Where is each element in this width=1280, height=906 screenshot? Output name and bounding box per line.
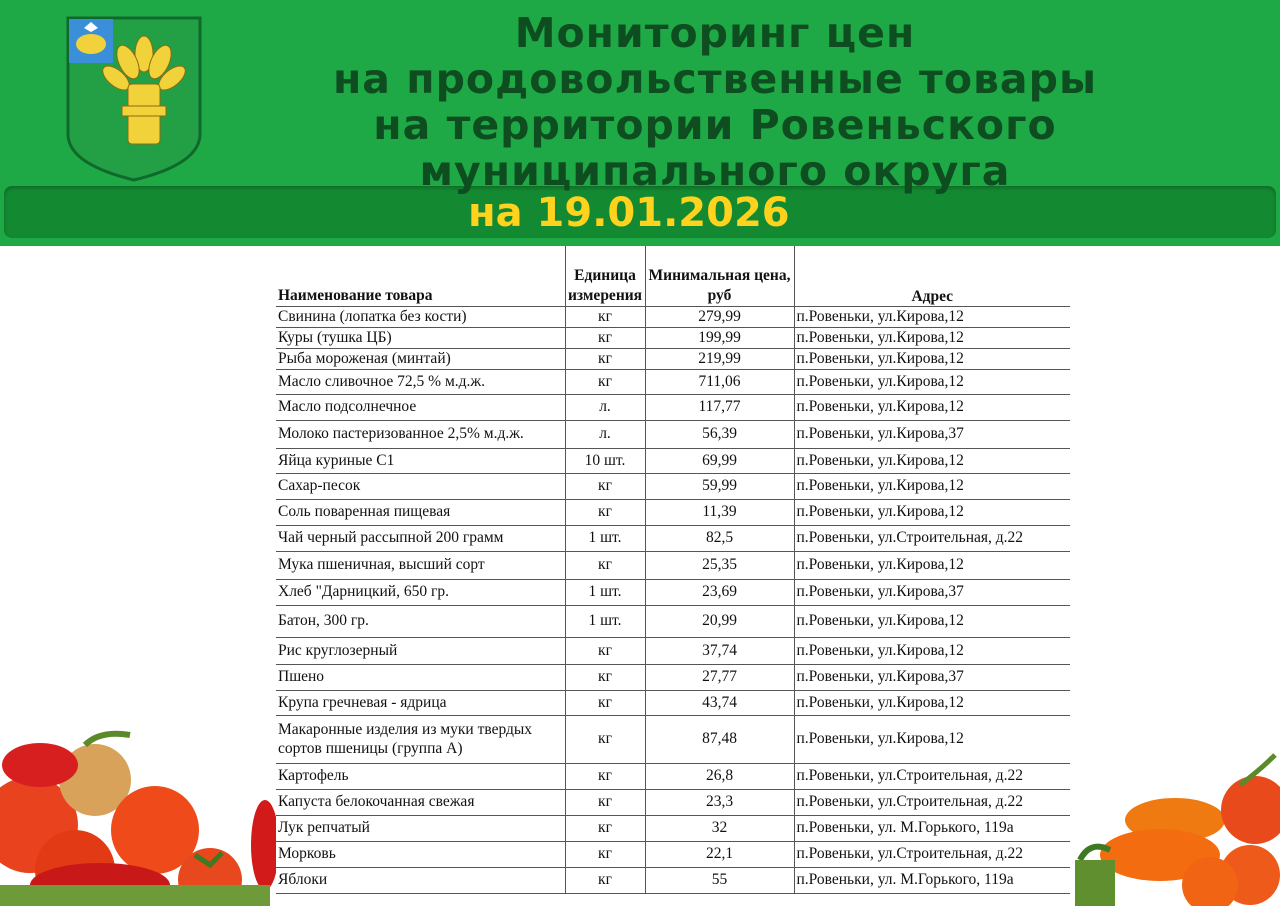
price-cell: 43,74 (645, 690, 794, 715)
product-name-cell: Молоко пастеризованное 2,5% м.д.ж. (276, 420, 565, 448)
price-cell: 59,99 (645, 473, 794, 499)
product-name-cell: Макаронные изделия из муки твердых сортов пшеницы (группа А) (276, 715, 565, 763)
table-row (276, 420, 1070, 448)
table-row (276, 789, 1070, 815)
report-date: на 19.01.2026 (468, 190, 790, 236)
product-name-cell: Картофель (276, 763, 565, 789)
unit-cell: кг (565, 664, 645, 690)
header-banner (0, 0, 1280, 246)
address-cell: п.Ровеньки, ул.Строительная, д.22 (794, 763, 1070, 789)
product-name-cell: Соль поваренная пищевая (276, 499, 565, 525)
unit-cell: кг (565, 763, 645, 789)
unit-cell: кг (565, 473, 645, 499)
address-cell: п.Ровеньки, ул.Кирова,12 (794, 637, 1070, 664)
product-name-cell: Пшено (276, 664, 565, 690)
unit-cell: кг (565, 551, 645, 579)
product-name-cell: Крупа гречневая - ядрица (276, 690, 565, 715)
product-name-cell: Батон, 300 гр. (276, 605, 565, 637)
price-cell: 219,99 (645, 348, 794, 369)
table-row (276, 525, 1070, 551)
title-line: Мониторинг цен (514, 9, 916, 57)
unit-cell: кг (565, 867, 645, 893)
product-name-cell: Капуста белокочанная свежая (276, 789, 565, 815)
unit-cell: кг (565, 306, 645, 327)
address-cell: п.Ровеньки, ул.Кирова,12 (794, 306, 1070, 327)
table-row (276, 664, 1070, 690)
table-row (276, 579, 1070, 605)
column-header-address: Адрес (794, 246, 1070, 306)
table-row (276, 473, 1070, 499)
unit-cell: кг (565, 690, 645, 715)
product-name-cell: Сахар-песок (276, 473, 565, 499)
table-row (276, 763, 1070, 789)
table-row (276, 637, 1070, 664)
unit-cell: 1 шт. (565, 605, 645, 637)
price-cell: 23,3 (645, 789, 794, 815)
product-name-cell: Лук репчатый (276, 815, 565, 841)
address-cell: п.Ровеньки, ул.Кирова,12 (794, 473, 1070, 499)
product-name-cell: Чай черный рассыпной 200 грамм (276, 525, 565, 551)
address-cell: п.Ровеньки, ул. М.Горького, 119а (794, 867, 1070, 893)
table-row (276, 715, 1070, 763)
unit-cell: кг (565, 348, 645, 369)
price-cell: 22,1 (645, 841, 794, 867)
unit-cell: кг (565, 327, 645, 348)
price-cell: 199,99 (645, 327, 794, 348)
price-cell: 37,74 (645, 637, 794, 664)
price-cell: 711,06 (645, 369, 794, 394)
address-cell: п.Ровеньки, ул.Кирова,37 (794, 579, 1070, 605)
product-name-cell: Яйца куриные С1 (276, 448, 565, 473)
unit-cell: л. (565, 394, 645, 420)
table-row (276, 327, 1070, 348)
price-cell: 69,99 (645, 448, 794, 473)
price-cell: 87,48 (645, 715, 794, 763)
address-cell: п.Ровеньки, ул.Кирова,12 (794, 690, 1070, 715)
unit-cell: кг (565, 637, 645, 664)
column-header-price: Минимальная цена, руб (645, 246, 794, 306)
table-row (276, 369, 1070, 394)
price-cell: 56,39 (645, 420, 794, 448)
unit-cell: л. (565, 420, 645, 448)
price-cell: 25,35 (645, 551, 794, 579)
coat-of-arms-icon (64, 14, 204, 184)
price-cell: 11,39 (645, 499, 794, 525)
table-row (276, 448, 1070, 473)
price-table-sheet (276, 246, 1070, 906)
page-title (250, 10, 1180, 194)
title-line: муниципального округа (419, 147, 1011, 195)
table-header-row (276, 246, 1070, 306)
address-cell: п.Ровеньки, ул.Кирова,12 (794, 394, 1070, 420)
unit-cell: кг (565, 499, 645, 525)
product-name-cell: Масло сливочное 72,5 % м.д.ж. (276, 369, 565, 394)
unit-cell: кг (565, 841, 645, 867)
price-cell: 117,77 (645, 394, 794, 420)
product-name-cell: Рыба мороженая (минтай) (276, 348, 565, 369)
unit-cell: 1 шт. (565, 525, 645, 551)
address-cell: п.Ровеньки, ул.Строительная, д.22 (794, 525, 1070, 551)
column-header-unit: Единица измерения (565, 246, 645, 306)
product-name-cell: Масло подсолнечное (276, 394, 565, 420)
address-cell: п.Ровеньки, ул. М.Горького, 119а (794, 815, 1070, 841)
table-row (276, 867, 1070, 893)
address-cell: п.Ровеньки, ул.Кирова,12 (794, 327, 1070, 348)
address-cell: п.Ровеньки, ул.Кирова,37 (794, 420, 1070, 448)
title-line: на продовольственные товары (332, 55, 1098, 103)
title-line: на территории Ровеньского (373, 101, 1057, 149)
product-name-cell: Хлеб "Дарницкий, 650 гр. (276, 579, 565, 605)
price-cell: 279,99 (645, 306, 794, 327)
unit-cell: кг (565, 369, 645, 394)
address-cell: п.Ровеньки, ул.Строительная, д.22 (794, 789, 1070, 815)
price-cell: 32 (645, 815, 794, 841)
price-cell: 55 (645, 867, 794, 893)
unit-cell: кг (565, 815, 645, 841)
address-cell: п.Ровеньки, ул.Кирова,12 (794, 715, 1070, 763)
table-row (276, 841, 1070, 867)
table-row (276, 690, 1070, 715)
unit-cell: 1 шт. (565, 579, 645, 605)
address-cell: п.Ровеньки, ул.Кирова,12 (794, 448, 1070, 473)
address-cell: п.Ровеньки, ул.Кирова,37 (794, 664, 1070, 690)
table-row (276, 348, 1070, 369)
address-cell: п.Ровеньки, ул.Кирова,12 (794, 369, 1070, 394)
product-name-cell: Свинина (лопатка без кости) (276, 306, 565, 327)
unit-cell: кг (565, 715, 645, 763)
price-cell: 23,69 (645, 579, 794, 605)
price-cell: 27,77 (645, 664, 794, 690)
unit-cell: 10 шт. (565, 448, 645, 473)
price-cell: 26,8 (645, 763, 794, 789)
table-row (276, 605, 1070, 637)
table-row (276, 551, 1070, 579)
address-cell: п.Ровеньки, ул.Кирова,12 (794, 499, 1070, 525)
product-name-cell: Яблоки (276, 867, 565, 893)
column-header-name: Наименование товара (276, 246, 565, 306)
address-cell: п.Ровеньки, ул.Кирова,12 (794, 551, 1070, 579)
product-name-cell: Мука пшеничная, высший сорт (276, 551, 565, 579)
product-name-cell: Рис круглозерный (276, 637, 565, 664)
product-name-cell: Морковь (276, 841, 565, 867)
unit-cell: кг (565, 789, 645, 815)
table-row (276, 499, 1070, 525)
price-cell: 20,99 (645, 605, 794, 637)
table-row (276, 815, 1070, 841)
table-row (276, 306, 1070, 327)
product-name-cell: Куры (тушка ЦБ) (276, 327, 565, 348)
table-row (276, 394, 1070, 420)
address-cell: п.Ровеньки, ул.Кирова,12 (794, 605, 1070, 637)
price-table (276, 246, 1070, 894)
address-cell: п.Ровеньки, ул.Кирова,12 (794, 348, 1070, 369)
price-cell: 82,5 (645, 525, 794, 551)
address-cell: п.Ровеньки, ул.Строительная, д.22 (794, 841, 1070, 867)
